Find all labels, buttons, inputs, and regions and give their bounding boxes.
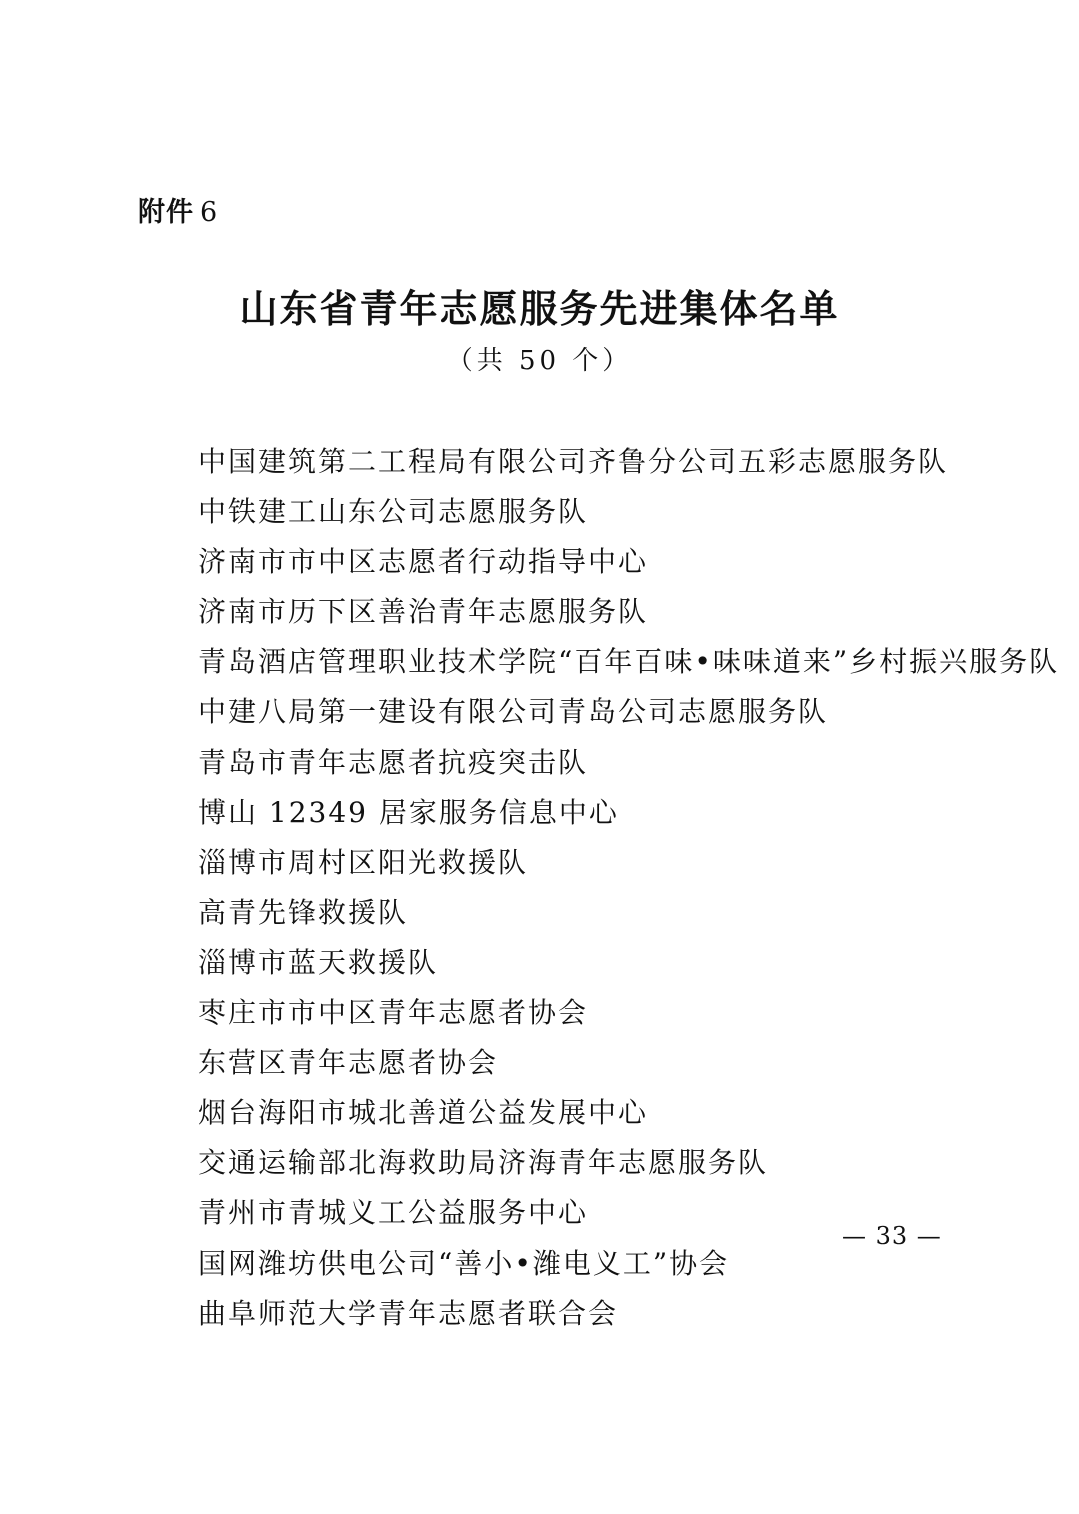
list-item: 中国建筑第二工程局有限公司齐鲁分公司五彩志愿服务队 bbox=[198, 445, 949, 478]
attachment-label-text: 附件 bbox=[138, 197, 194, 228]
list-item: 曲阜师范大学青年志愿者联合会 bbox=[198, 1296, 619, 1330]
list-item: 交通运输部北海救助局济海青年志愿服务队 bbox=[198, 1146, 769, 1180]
page-number: — 33 — bbox=[842, 1222, 942, 1250]
list-item: 青州市青城义工公益服务中心 bbox=[198, 1196, 589, 1230]
document-subtitle: （共 50 个） bbox=[446, 346, 633, 376]
list-item: 枣庄市市中区青年志愿者协会 bbox=[198, 996, 589, 1030]
list-item: 济南市历下区善治青年志愿服务队 bbox=[198, 595, 649, 629]
list-item: 青岛市青年志愿者抗疫突击队 bbox=[198, 745, 589, 779]
list-item: 博山 12349 居家服务信息中心 bbox=[198, 795, 619, 829]
list-item: 济南市市中区志愿者行动指导中心 bbox=[198, 545, 649, 579]
attachment-number: 6 bbox=[200, 197, 219, 228]
list-item: 东营区青年志愿者协会 bbox=[198, 1046, 499, 1080]
list-item: 中铁建工山东公司志愿服务队 bbox=[198, 495, 589, 529]
list-item: 国网潍坊供电公司“善小•潍电义工”协会 bbox=[198, 1246, 730, 1280]
list-item: 青岛酒店管理职业技术学院“百年百味•味味道来”乡村振兴服务队 bbox=[198, 645, 1060, 679]
honoree-list bbox=[198, 437, 1059, 1339]
list-item: 淄博市蓝天救援队 bbox=[198, 945, 439, 979]
list-item: 淄博市周村区阳光救援队 bbox=[198, 845, 529, 879]
list-item: 高青先锋救援队 bbox=[198, 895, 409, 929]
document-title: 山东省青年志愿服务先进集体名单 bbox=[239, 286, 840, 331]
list-item: 烟台海阳市城北善道公益发展中心 bbox=[198, 1096, 649, 1130]
list-item: 中建八局第一建设有限公司青岛公司志愿服务队 bbox=[198, 695, 829, 729]
attachment-label bbox=[138, 190, 218, 229]
